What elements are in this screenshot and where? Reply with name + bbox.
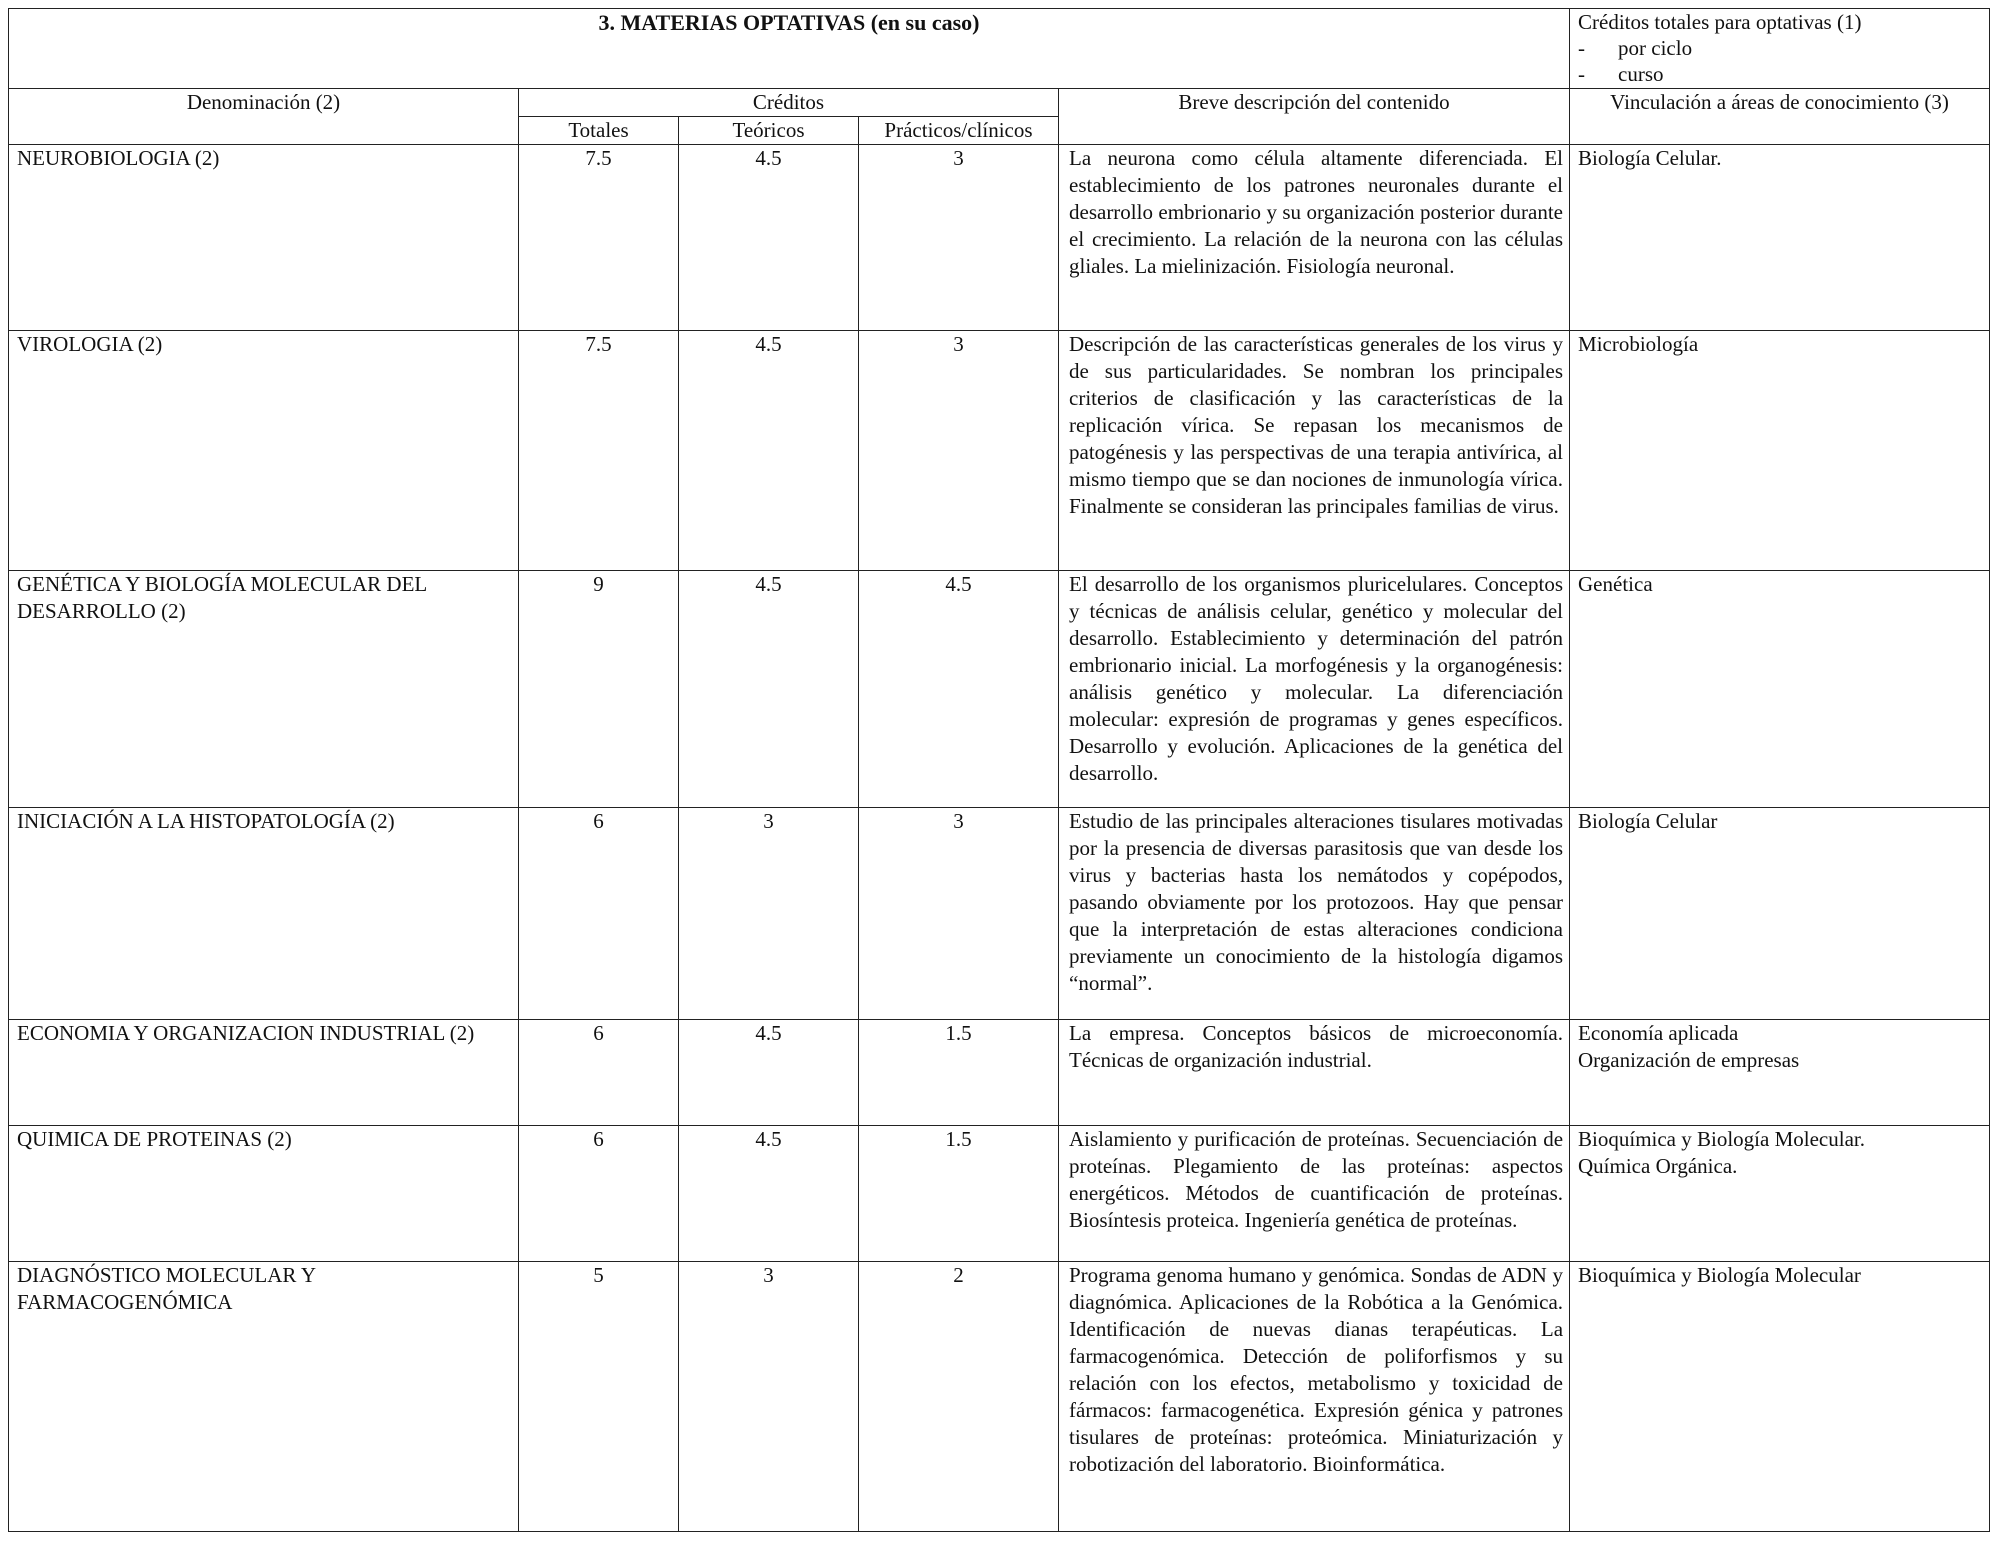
credits-total: 6	[519, 808, 679, 1020]
subject-name: VIROLOGIA (2)	[9, 331, 519, 571]
total-credits-item: - por ciclo	[1578, 36, 1693, 60]
table-row	[9, 145, 1990, 331]
credits-theory: 4.5	[679, 145, 859, 331]
col-header-vinculacion: Vinculación a áreas de conocimiento (3)	[1570, 89, 1990, 145]
col-header-descripcion: Breve descripción del contenido	[1059, 89, 1570, 145]
credits-practice: 3	[859, 808, 1059, 1020]
credits-theory: 4.5	[679, 1126, 859, 1262]
table-row	[9, 808, 1990, 1020]
credits-total: 6	[519, 1020, 679, 1126]
subject-description: La empresa. Conceptos básicos de microeconomía. Técnicas de organización industrial.	[1059, 1020, 1570, 1126]
table-row	[9, 1262, 1990, 1532]
subject-description: Aislamiento y purificación de proteínas. Secuenciación de proteínas. Plegamiento de las proteínas: aspectos energéticos. Métodos de cuantificación de proteínas. Biosíntesis proteica. Ingeniería genética de proteínas.	[1059, 1126, 1570, 1262]
optional-subjects-sheet	[8, 8, 1989, 1532]
credits-practice: 4.5	[859, 571, 1059, 808]
knowledge-area: Genética	[1570, 571, 1990, 808]
table-row	[9, 1020, 1990, 1126]
col-header-creditos: Créditos	[519, 89, 1059, 117]
credits-total: 7.5	[519, 145, 679, 331]
table-row	[9, 1126, 1990, 1262]
credits-practice: 3	[859, 145, 1059, 331]
subject-name: GENÉTICA Y BIOLOGÍA MOLECULAR DEL DESARROLLO (2)	[9, 571, 519, 808]
credits-total: 6	[519, 1126, 679, 1262]
section-title: 3. MATERIAS OPTATIVAS (en su caso)	[9, 9, 1570, 89]
subject-name: DIAGNÓSTICO MOLECULAR Y FARMACOGENÓMICA	[9, 1262, 519, 1532]
col-header-teoricos: Teóricos	[679, 117, 859, 145]
knowledge-area: Biología Celular.	[1570, 145, 1990, 331]
table-row	[9, 571, 1990, 808]
subject-description: Descripción de las características generales de los virus y de sus particularidades. Se nombran los principales criterios de clasificación y las características de la replicación vírica. Se repasan los mecanismos de patogénesis y las perspectivas de una terapia antivírica, al mismo tiempo que se dan nociones de inmunología vírica. Finalmente se consideran las principales familias de virus.	[1059, 331, 1570, 571]
subject-description: La neurona como célula altamente diferenciada. El establecimiento de los patrones neuronales durante el desarrollo embrionario y su organización posterior durante el crecimiento. La relación de la neurona con las células gliales. La mielinización. Fisiología neuronal.	[1059, 145, 1570, 331]
table-row	[9, 331, 1990, 571]
credits-theory: 4.5	[679, 571, 859, 808]
col-header-totales: Totales	[519, 117, 679, 145]
credits-total: 7.5	[519, 331, 679, 571]
credits-practice: 3	[859, 331, 1059, 571]
knowledge-area: Biología Celular	[1570, 808, 1990, 1020]
credits-practice: 1.5	[859, 1126, 1059, 1262]
total-credits-label: Créditos totales para optativas (1)	[1578, 10, 1862, 34]
credits-theory: 4.5	[679, 1020, 859, 1126]
col-header-practicos: Prácticos/clínicos	[859, 117, 1059, 145]
credits-total: 5	[519, 1262, 679, 1532]
credits-theory: 3	[679, 808, 859, 1020]
credits-theory: 4.5	[679, 331, 859, 571]
credits-practice: 1.5	[859, 1020, 1059, 1126]
subject-description: Estudio de las principales alteraciones tisulares motivadas por la presencia de diversas parasitosis que van desde los virus y bacterias hasta los nemátodos y copépodos, pasando obviamente por los protozoos. Hay que pensar que la interpretación de estas alteraciones condiciona previamente un conocimiento de la histología digamos “normal”.	[1059, 808, 1570, 1020]
subject-name: NEUROBIOLOGIA (2)	[9, 145, 519, 331]
knowledge-area: Bioquímica y Biología Molecular	[1570, 1262, 1990, 1532]
knowledge-area: Bioquímica y Biología Molecular. Química Orgánica.	[1570, 1126, 1990, 1262]
subject-name: INICIACIÓN A LA HISTOPATOLOGÍA (2)	[9, 808, 519, 1020]
optional-subjects-table	[8, 8, 1990, 1532]
credits-total: 9	[519, 571, 679, 808]
subject-description: Programa genoma humano y genómica. Sondas de ADN y diagnómica. Aplicaciones de la Robótica a la Genómica. Identificación de nuevas dianas terapéuticas. La farmacogenómica. Detección de poliforfismos y su relación con los efectos, metabolismo y toxicidad de fármacos: farmacogenética. Expresión génica y patrones tisulares de proteínas: proteómica. Miniaturización y robotización del laboratorio. Bioinformática.	[1059, 1262, 1570, 1532]
subject-name: ECONOMIA Y ORGANIZACION INDUSTRIAL (2)	[9, 1020, 519, 1126]
subject-description: El desarrollo de los organismos pluricelulares. Conceptos y técnicas de análisis celular, genético y molecular del desarrollo. Establecimiento y determinación del patrón embrionario inicial. La morfogénesis y la organogénesis: análisis genético y molecular. La diferenciación molecular: expresión de programas y genes específicos. Desarrollo y evolución. Aplicaciones de la genética del desarrollo.	[1059, 571, 1570, 808]
total-credits-item: - curso	[1578, 62, 1664, 86]
knowledge-area: Economía aplicada Organización de empresas	[1570, 1020, 1990, 1126]
credits-practice: 2	[859, 1262, 1059, 1532]
knowledge-area: Microbiología	[1570, 331, 1990, 571]
subject-name: QUIMICA DE PROTEINAS (2)	[9, 1126, 519, 1262]
total-credits-box	[1570, 9, 1990, 89]
col-header-denominacion: Denominación (2)	[9, 89, 519, 145]
credits-theory: 3	[679, 1262, 859, 1532]
